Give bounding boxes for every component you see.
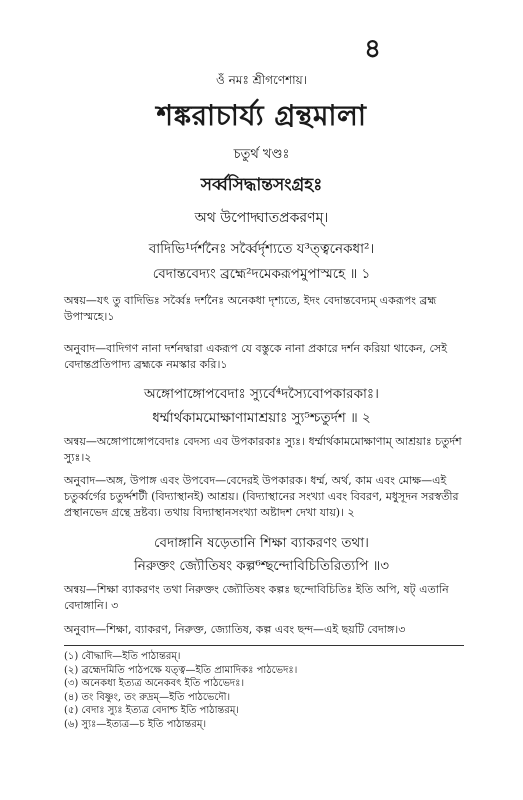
footnote-divider [64,645,464,646]
footnote: (১) বৌদ্ধাদি—ইতি পাঠান্তরম্। [64,651,181,662]
anuvada-3: অনুবাদ—শিক্ষা, ব্যাকরণ, নিরুক্ত, জ্যোতিষ, কল্প এবং ছন্দ—এই ছয়টি বেদাঙ্গ।৩ [64,623,406,636]
verse-1-line-1: বাদিভি¹র্দর্শনৈঃ সর্ব্বৈর্দৃশ্যতে য³ত্ত্বনেকধা²। [148,241,375,257]
series-title: শঙ্করাচার্য্য গ্রন্থমালা [156,99,367,132]
footnotes [64,650,464,731]
anuvada-2: অনুবাদ—অঙ্গ, উপাঙ্গ এবং উপবেদ—বেদেরই উপকারক। ধর্ম্ম, অর্থ, কাম এবং মোক্ষ—এই চতুর্ব্বর্গের চতুর্দ্দশটী (বিদ্যাস্থানই) আশ্রয়। (বিদ্যাস্থানের সংখ্যা এবং বিবরণ, মধুসূদন সরস্বতীর প্রস্থানভেদ গ্রন্থে দ্রষ্টব্য। তথায় বিদ্যাস্থানসংখ্যা অষ্টাদশ দেখা যায়)। ২ [64,474,459,519]
book-title: সর্ব্বসিদ্ধান্তসংগ্রহঃ [200,175,323,195]
anuvada-1: অনুবাদ—বাদিগণ নানা দর্শনদ্বারা একরূপ যে বস্তুকে নানা প্রকারে দর্শন করিয়া থাকেন, সেই বেদান্তপ্রতিপাদ্য ব্রহ্মকে নমস্কার করি।১ [64,342,448,371]
footnote: (৩) অনেকধা ইত্যত্র অনেকবৎ ইতি পাঠভেদঃ। [64,678,245,689]
verse-3-line-1: বেদাঙ্গানি ষড়েতানি শিক্ষা ব্যাকরণং তথা। [154,535,369,551]
section-title: অথ উপোদ্ঘাতপ্রকরণম্। [194,210,329,226]
invocation: ওঁ নমঃ শ্রীগণেশায়। [215,73,308,87]
anvaya-3: অন্বয়—শিক্ষা ব্যাকরণং তথা নিরুক্তং জ্যৌতিষং কল্পঃ ছন্দোবিচিতিঃ ইতি অপি, ষট্ এতানি বেদাঙ্গানি। ৩ [64,583,449,612]
volume-label: চতুর্থ খণ্ডঃ [233,147,290,162]
anvaya-2: অন্বয়—অঙ্গোপাঙ্গোপবেদাঃ বেদস্য এব উপকারকাঃ স্যুঃ। ধর্ম্মার্থকামমোক্ষাণাম্ আশ্রয়াঃ চতুর্দশ স্যুঃ।২ [64,435,462,464]
verse-3-line-2: নিরুক্তং জ্যৌতিষং কল্প⁶শ্ছন্দোবিচিতিরিত্যপি ॥৩ [133,558,390,574]
verse-1-line-2: বেদান্তবেদ্যং ব্রহ্মে²দমেকরূপমুপাস্মহে ॥ ১ [152,266,371,282]
footnote: (৪) তং বিষ্ণুং, তং রুদ্রম্—ইতি পাঠভেদৌ। [64,691,231,703]
verse-2-line-2: ধর্ম্মার্থকামমোক্ষাণামাশ্রয়াঃ স্যু⁵শ্চতুর্দশ ॥ ২ [152,410,371,426]
footnote: (২) ব্রহ্মেদমিতি পাঠপক্ষে যত্ত্ব—ইতি প্রামাদিকঃ পাঠভেদঃ। [64,664,298,676]
anvaya-1: অন্বয়—যৎ তু বাদিভিঃ সর্ব্বৈঃ দর্শনৈঃ অনেকধা দৃশ্যতে, ইদং বেদান্তবেদ্যম্ একরূপং ব্রহ্ম উপাস্মহে।১ [64,294,437,323]
footnote: (৫) বেদাঃ স্যুঃ ইত্যত্র বেদাশ্চ ইতি পাঠান্তরম্। [64,705,239,716]
verse-2-line-1: অঙ্গোপাঙ্গোপবেদাঃ স্যুর্বে⁴দস্যৈবোপকারকাঃ। [144,386,379,402]
footnote: (৬) স্যুঃ—ইত্যত্র—চ ইতি পাঠান্তরম্। [64,718,207,730]
page-number: ৪ [364,34,381,64]
